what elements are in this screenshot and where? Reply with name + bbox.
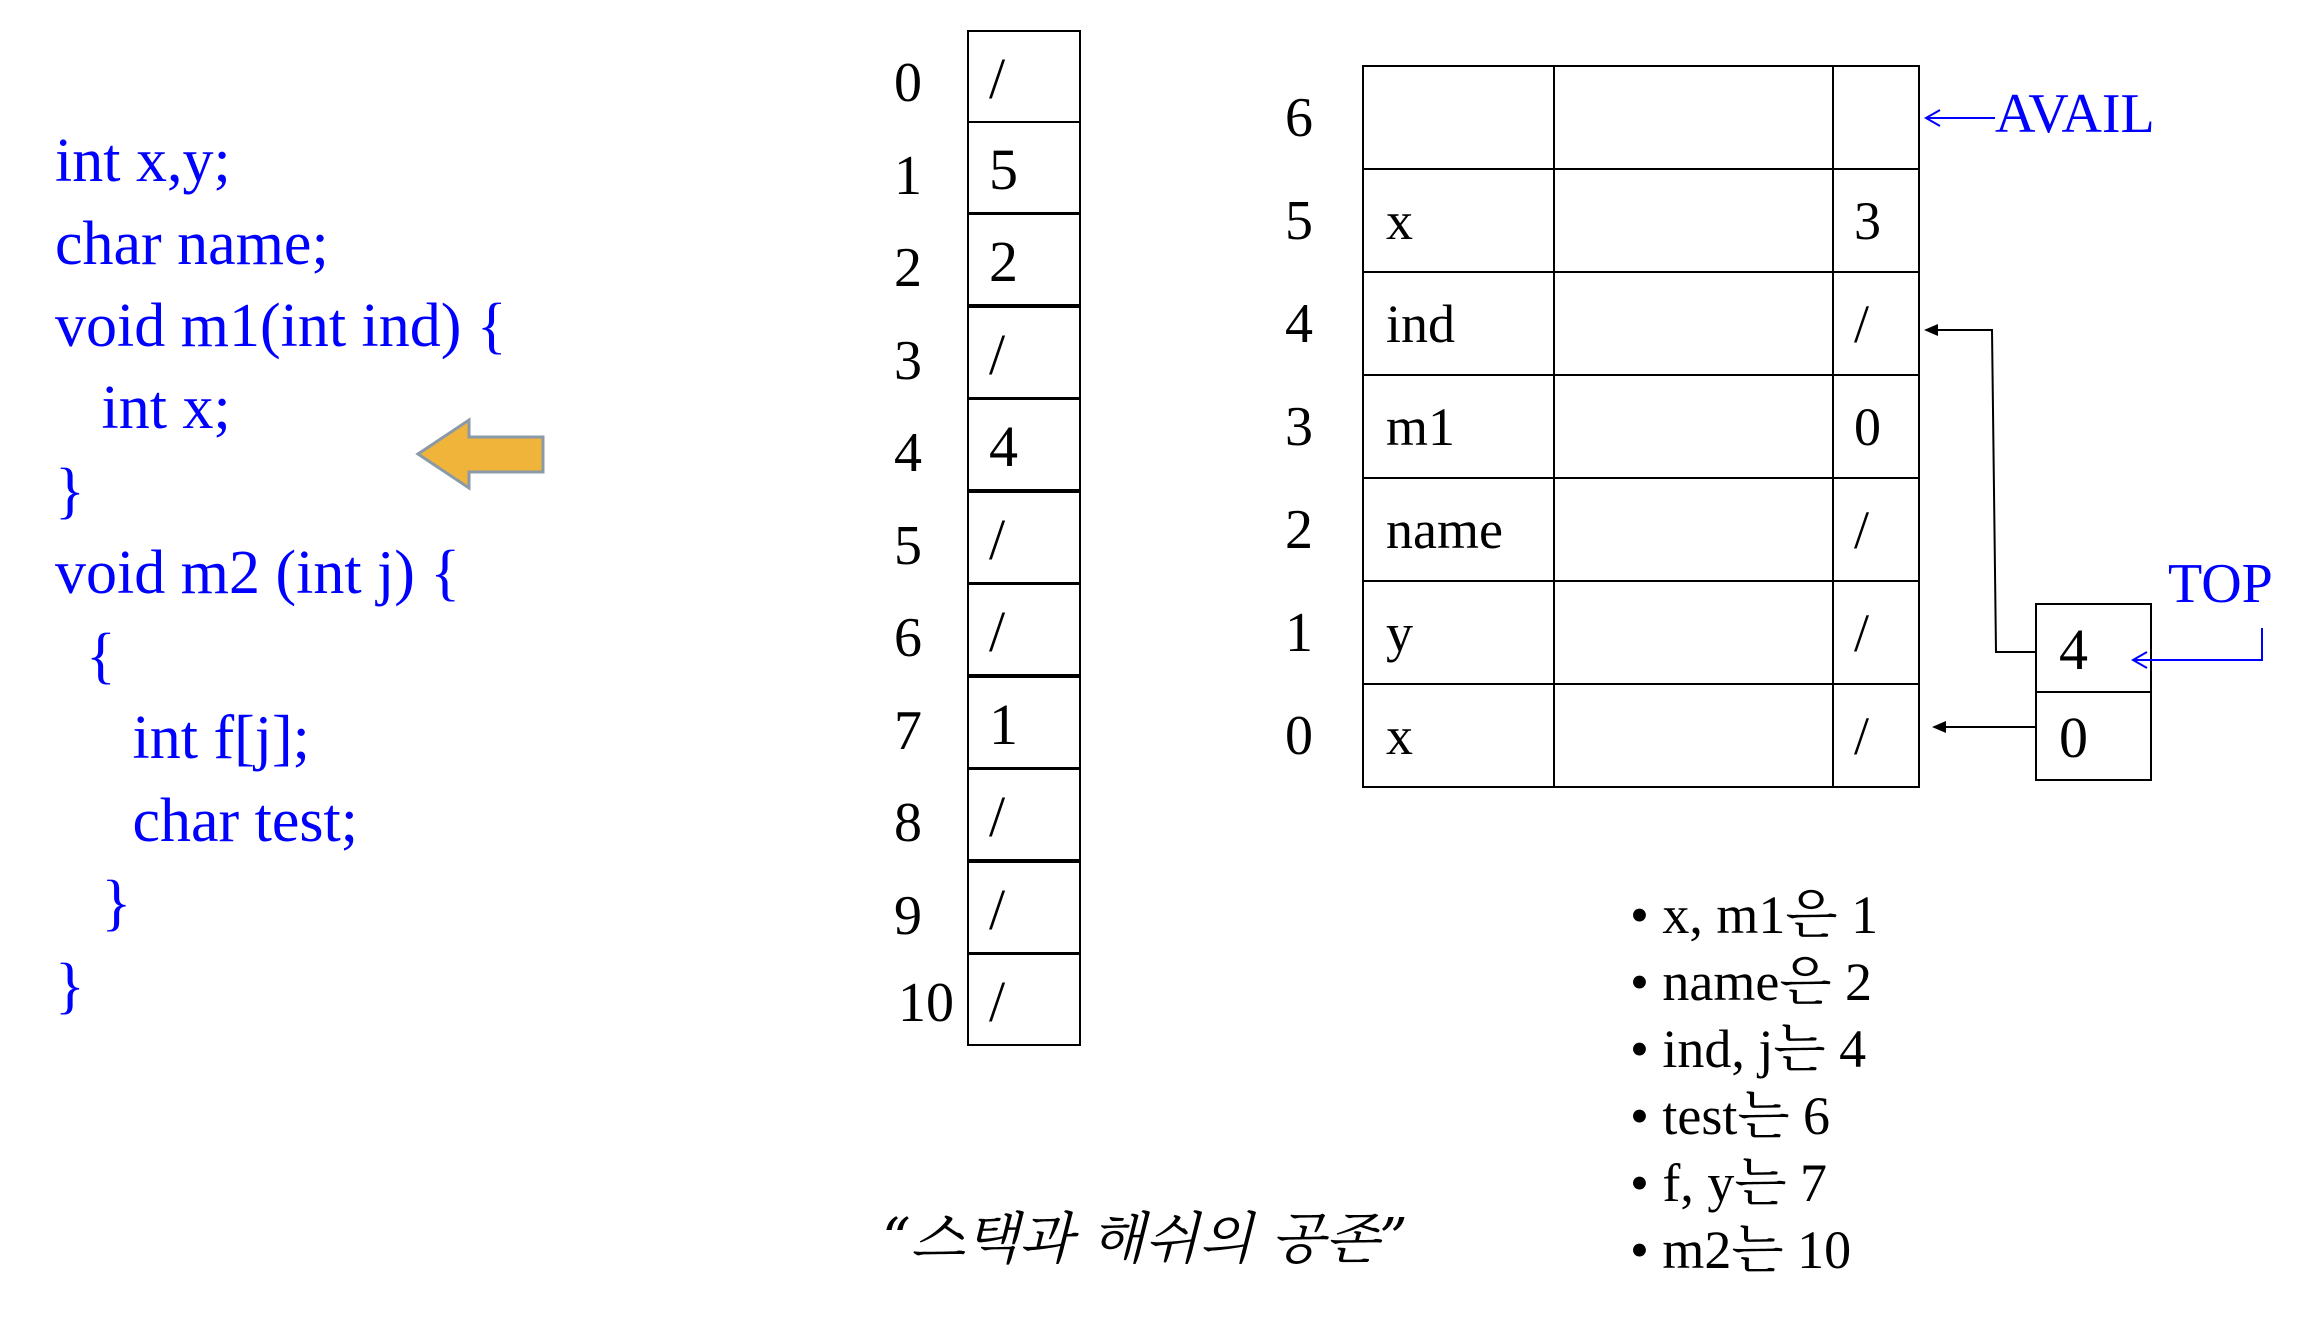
code-line: void m1(int ind) { [55,292,507,360]
hash-bucket: / [967,30,1081,123]
symbol-link-cell: / [1832,271,1920,376]
symbol-link-cell: 0 [1832,374,1920,479]
symbol-link-cell: / [1832,580,1920,685]
list-item: • name은 2 [1630,952,1873,1012]
code-line: char name; [55,210,329,278]
symbol-index: 3 [1285,396,1313,458]
hash-index: 9 [894,885,922,947]
code-line: { [55,622,116,690]
hash-index: 1 [894,145,922,207]
list-item: • test는 6 [1630,1086,1831,1146]
stack-cell: 4 [2035,603,2152,693]
stack-cell: 0 [2035,691,2152,781]
code-line: void m2 (int j) { [55,539,461,607]
hash-index: 6 [894,607,922,669]
hash-index: 7 [894,700,922,762]
symbol-index: 0 [1285,705,1313,767]
hash-bucket: / [967,306,1081,399]
hash-bucket: / [967,583,1081,676]
symbol-name-cell: x [1362,683,1555,788]
arrowhead-icon [1924,324,1938,336]
avail-arrow-icon [1926,110,1995,126]
hash-index: 4 [894,422,922,484]
code-line: char test; [55,787,359,855]
symbol-name-cell: x [1362,168,1555,273]
hash-bucket: 4 [967,398,1081,491]
symbol-name-cell: ind [1362,271,1555,376]
code-line: int x,y; [55,127,231,195]
hash-bucket: 1 [967,676,1081,769]
hash-bucket: / [967,768,1081,861]
symbol-index: 1 [1285,602,1313,664]
symbol-link-cell: / [1832,477,1920,582]
hash-index: 5 [894,515,922,577]
code-line: int x; [55,374,231,442]
code-line: int f[j]; [55,704,310,772]
top-label: TOP [2168,553,2273,615]
avail-label: AVAIL [1995,83,2155,145]
symbol-name-cell: m1 [1362,374,1555,479]
arrowhead-icon [1932,721,1946,733]
hash-bucket: / [967,491,1081,584]
stack-link-arrow-icon [1935,330,2035,652]
current-line-arrow-icon [418,420,543,488]
symbol-index: 2 [1285,499,1313,561]
code-line: } [55,457,85,525]
symbol-link-cell: / [1832,683,1920,788]
symbol-name-cell: name [1362,477,1555,582]
code-line: } [55,952,85,1020]
symbol-index: 4 [1285,293,1313,355]
symbol-index: 6 [1285,87,1313,149]
top-arrow-icon [2133,628,2262,668]
caption: “스택과 해쉬의 공존” [882,1207,1408,1272]
list-item: • f, y는 7 [1630,1153,1828,1213]
hash-index: 8 [894,792,922,854]
hash-index: 10 [898,972,954,1034]
code-line: } [55,869,132,937]
hash-index: 3 [894,330,922,392]
hash-bucket: 2 [967,213,1081,306]
list-item: • ind, j는 4 [1630,1019,1867,1079]
list-item: • x, m1은 1 [1630,885,1879,945]
hash-bucket: / [967,953,1081,1046]
hash-index: 0 [894,52,922,114]
hash-bucket: 5 [967,121,1081,214]
hash-bucket: / [967,861,1081,954]
symbol-name-cell: y [1362,580,1555,685]
symbol-link-cell: 3 [1832,168,1920,273]
symbol-index: 5 [1285,190,1313,252]
list-item: • m2는 10 [1630,1220,1852,1280]
hash-index: 2 [894,237,922,299]
